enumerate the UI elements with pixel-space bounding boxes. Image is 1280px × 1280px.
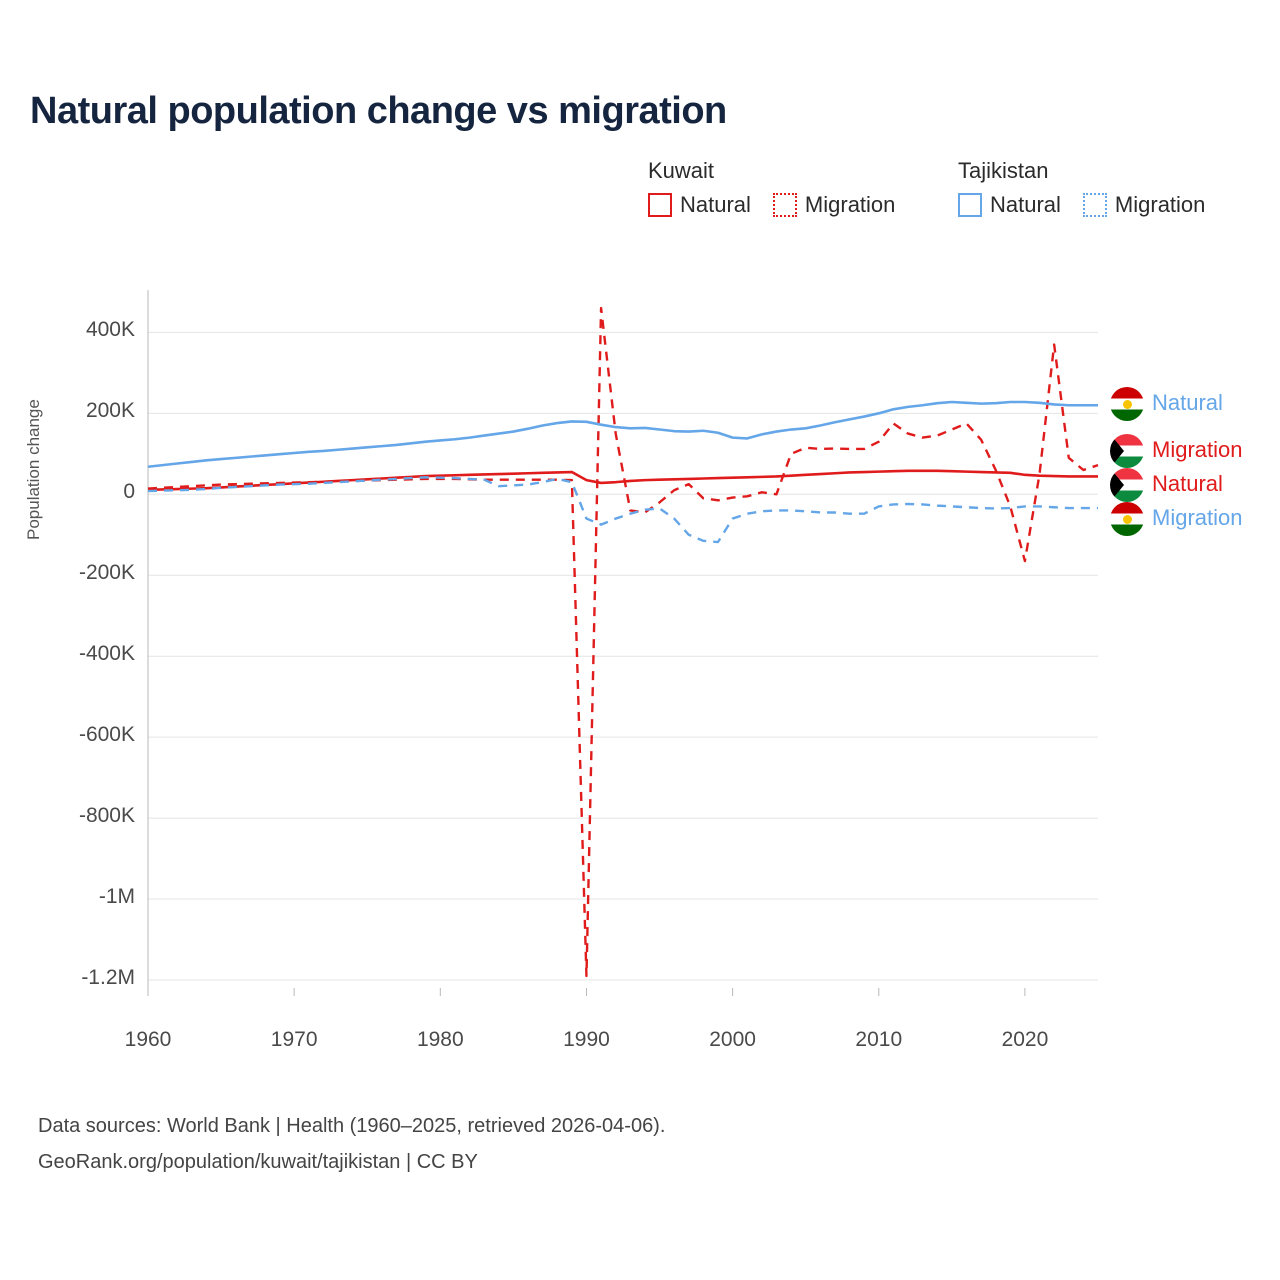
y-tick-label: -1.2M <box>81 966 135 989</box>
kuwait-flag <box>1110 468 1144 502</box>
tajikistan-flag <box>1110 502 1144 536</box>
y-axis-title: Population change <box>24 399 43 540</box>
series-line <box>148 471 1098 490</box>
y-tick-label: 400K <box>85 318 135 342</box>
series-line <box>148 477 1098 542</box>
page-title: Natural population change vs migration <box>30 90 727 132</box>
legend-item-label: Natural <box>680 192 751 217</box>
x-tick-label: 1980 <box>416 1028 464 1051</box>
legend-item-label: Migration <box>1114 192 1206 217</box>
y-tick-label: 200K <box>85 399 135 423</box>
series-end-label: Natural <box>1152 390 1223 415</box>
y-tick-label: 0 <box>123 480 135 504</box>
y-tick-label: -600K <box>78 723 135 747</box>
x-tick-label: 1970 <box>270 1028 318 1051</box>
legend-item-label: Migration <box>804 192 896 217</box>
x-tick-label: 2000 <box>709 1028 756 1051</box>
footer-line-attribution: GeoRank.org/population/kuwait/tajikistan | CC BY <box>38 1151 478 1173</box>
chart-footer <box>38 1108 665 1180</box>
legend-item-label: Natural <box>990 192 1061 217</box>
y-tick-label: -1M <box>98 885 135 909</box>
x-tick-label: 2020 <box>1001 1028 1049 1051</box>
series-line <box>148 402 1098 467</box>
x-tick-label: 2010 <box>855 1028 903 1051</box>
legend-country-label: Kuwait <box>648 158 715 183</box>
series-line <box>148 308 1098 976</box>
y-tick-label: -400K <box>78 642 135 666</box>
footer-line-sources: Data sources: World Bank | Health (1960–2025, retrieved 2026-04-06). <box>38 1115 666 1137</box>
series-end-label: Migration <box>1152 505 1243 530</box>
y-tick-label: -800K <box>78 804 135 828</box>
kuwait-flag <box>1110 434 1144 468</box>
series-end-label: Migration <box>1152 437 1243 462</box>
x-tick-label: 1960 <box>124 1028 172 1051</box>
legend-country-label: Tajikistan <box>958 158 1049 183</box>
x-tick-label: 1990 <box>563 1028 610 1051</box>
series-end-label: Natural <box>1152 471 1223 496</box>
y-tick-label: -200K <box>78 561 135 585</box>
tajikistan-flag <box>1110 387 1144 421</box>
